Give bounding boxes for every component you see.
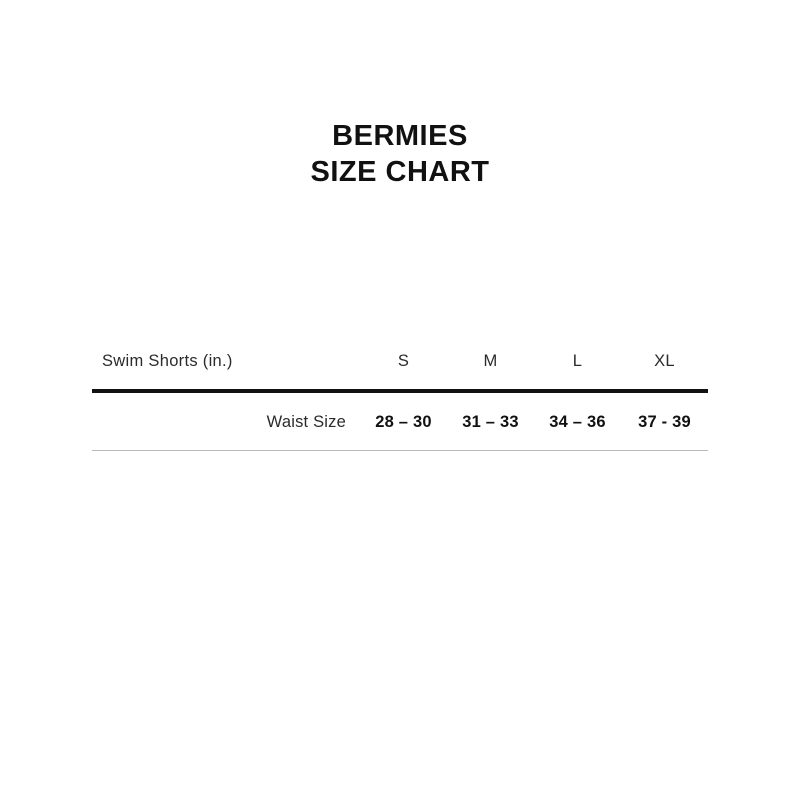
table-header bbox=[92, 352, 708, 389]
row-label-waist-size: Waist Size bbox=[266, 413, 346, 431]
chart-title: SIZE CHART bbox=[310, 156, 490, 188]
column-header-l: L bbox=[572, 352, 583, 370]
cell-waist-m: 31 – 33 bbox=[462, 413, 519, 431]
table-row bbox=[92, 393, 708, 450]
table-body bbox=[92, 393, 708, 450]
column-header-category: Swim Shorts (in.) bbox=[102, 352, 233, 370]
cell-waist-xl: 37 - 39 bbox=[638, 413, 691, 431]
brand-name: BERMIES bbox=[332, 120, 468, 152]
table-header-row bbox=[92, 352, 708, 389]
size-chart-table bbox=[92, 352, 708, 389]
column-header-xl: XL bbox=[654, 352, 675, 370]
cell-waist-l: 34 – 36 bbox=[549, 413, 606, 431]
page-title bbox=[0, 118, 800, 190]
column-header-m: M bbox=[483, 352, 498, 370]
cell-waist-s: 28 – 30 bbox=[375, 413, 432, 431]
size-chart-body-table bbox=[92, 393, 708, 450]
row-divider bbox=[92, 450, 708, 451]
column-header-s: S bbox=[397, 352, 410, 370]
size-chart-table-wrapper bbox=[92, 352, 708, 451]
